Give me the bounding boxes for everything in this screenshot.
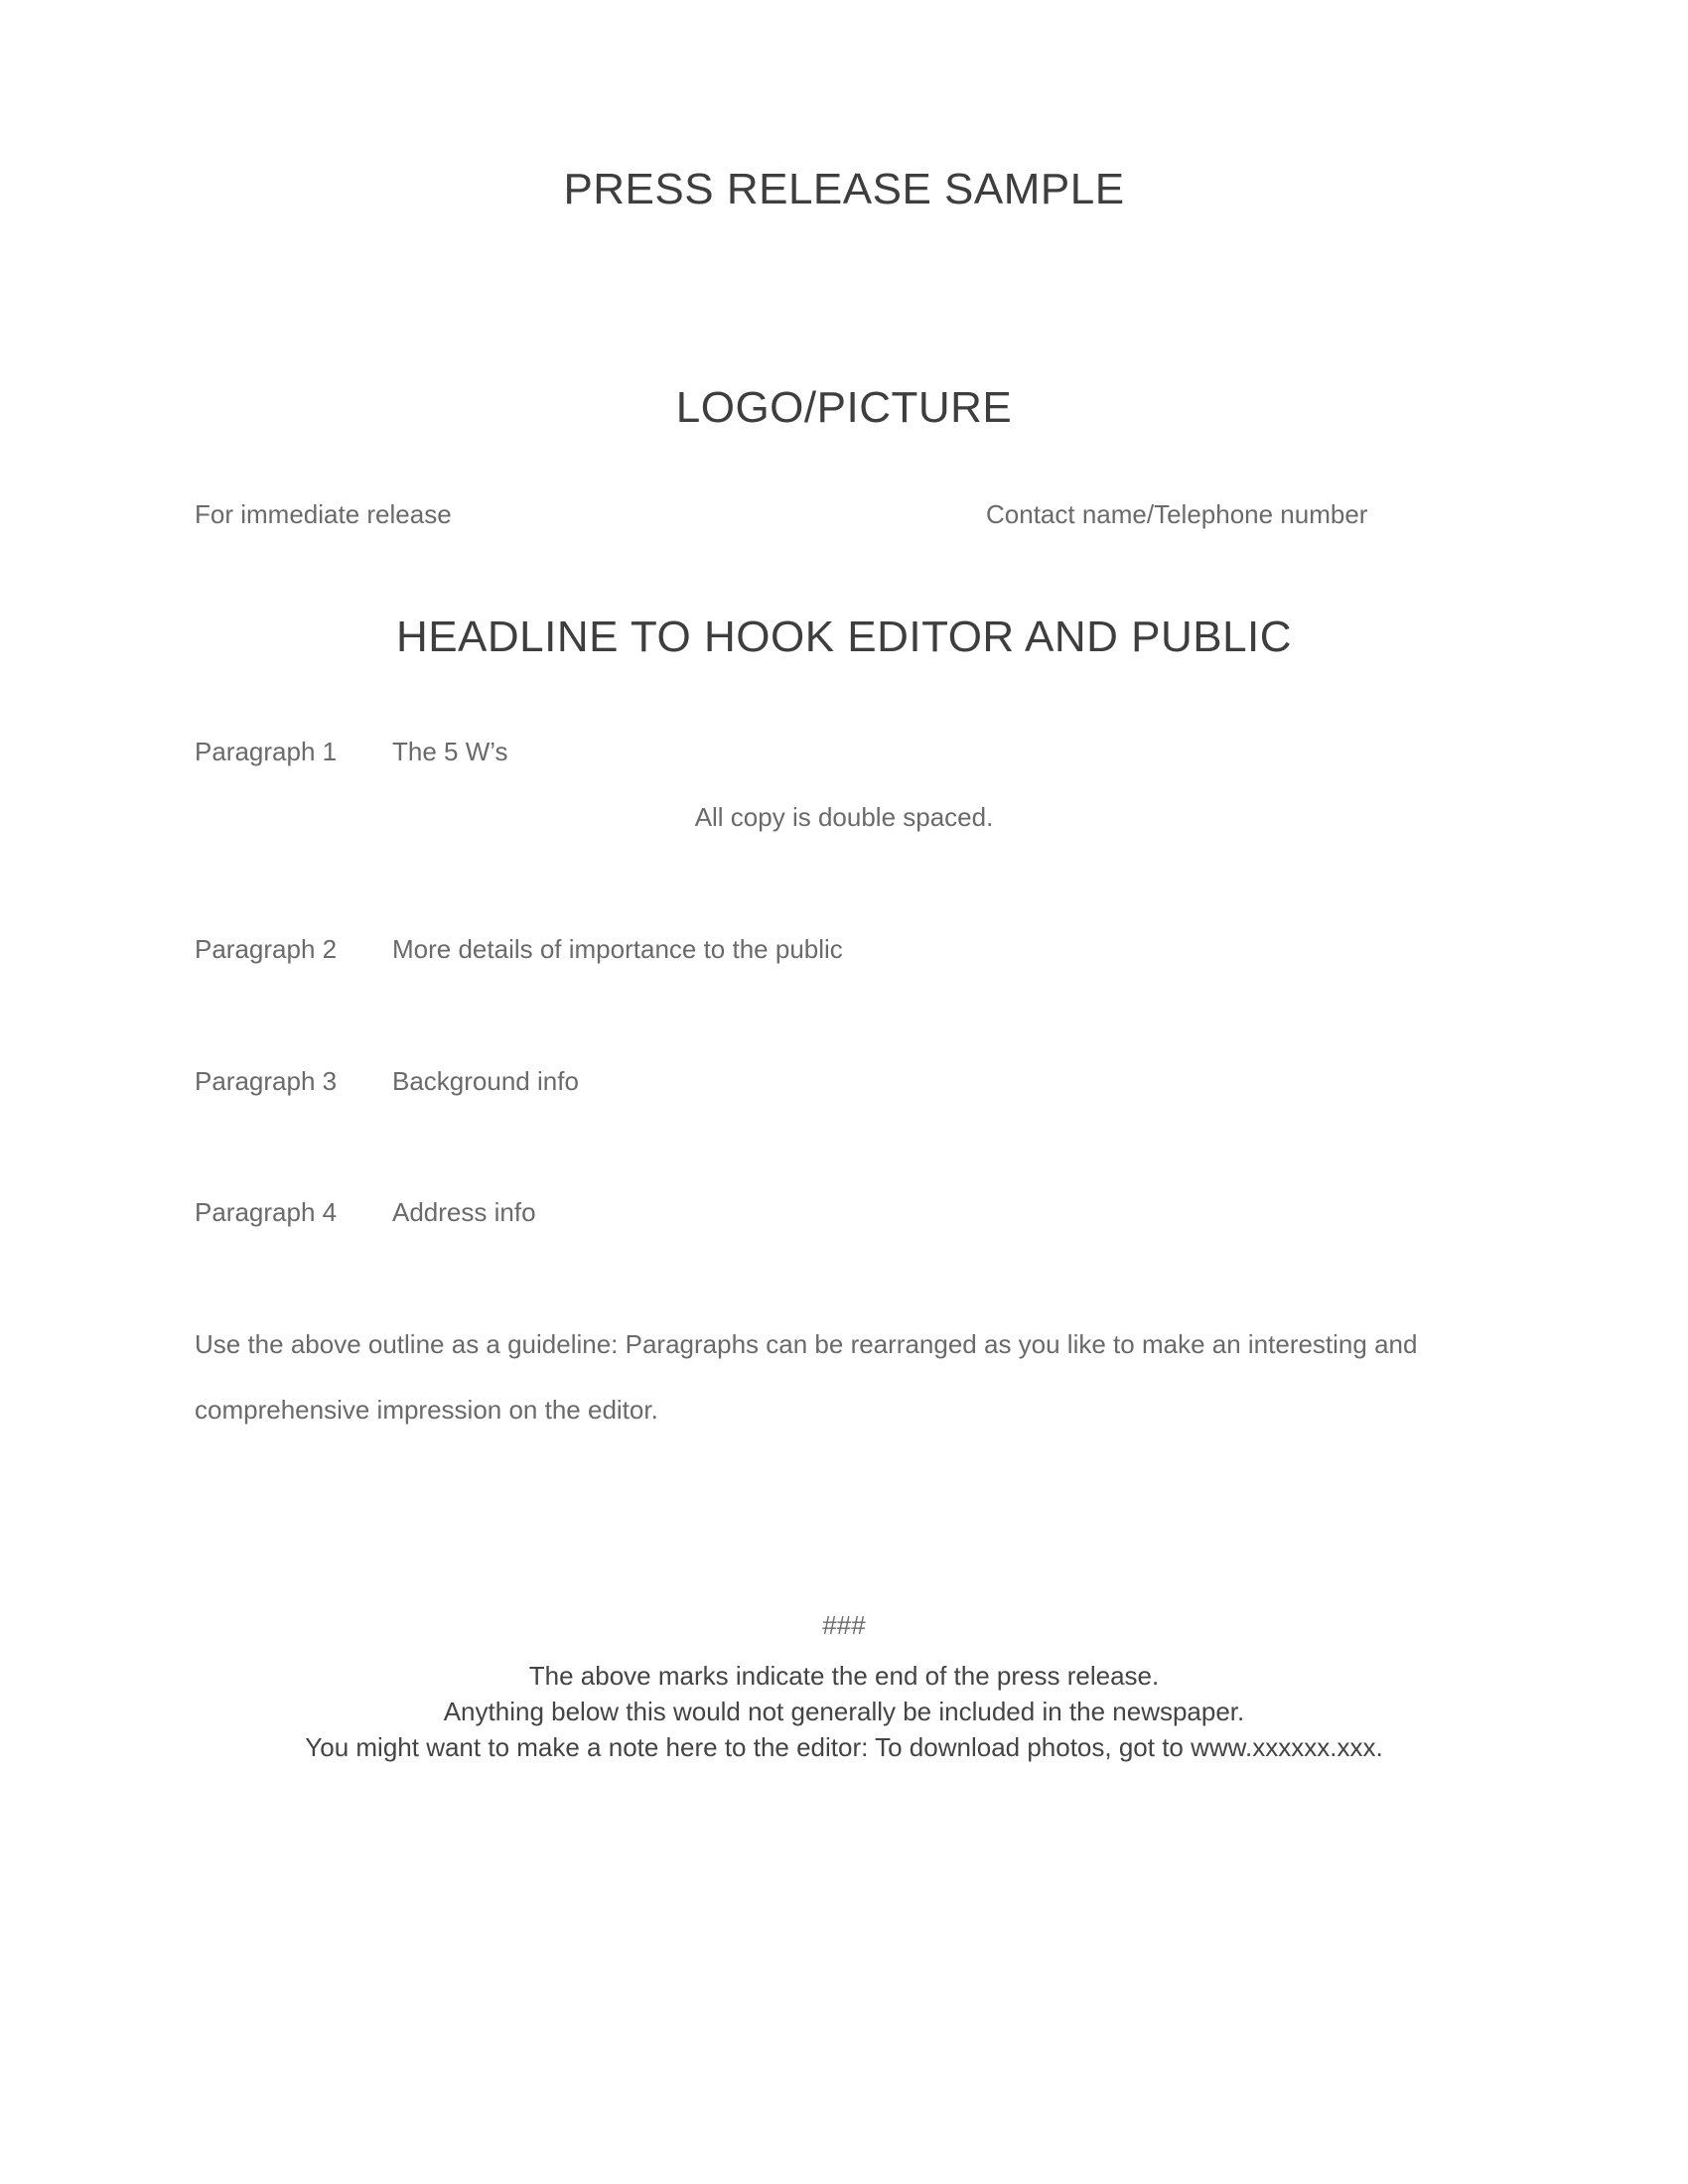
paragraph-4-text: Address info <box>392 1197 536 1227</box>
paragraph-2-text: More details of importance to the public <box>392 934 843 964</box>
logo-placeholder: LOGO/PICTURE <box>675 383 1013 432</box>
document-title: PRESS RELEASE SAMPLE <box>563 165 1125 213</box>
end-marks: ### <box>822 1610 866 1640</box>
guideline-line-2: comprehensive impression on the editor. <box>195 1395 658 1425</box>
paragraph-4-label: Paragraph 4 <box>195 1197 338 1227</box>
paragraph-2-label: Paragraph 2 <box>195 934 338 964</box>
footer-line-3: You might want to make a note here to the editor: To download photos, got to www.xxxxxx.xxx. <box>305 1732 1383 1762</box>
contact-label: Contact name/Telephone number <box>986 499 1368 529</box>
spacing-note: All copy is double spaced. <box>694 802 994 832</box>
footer-line-2: Anything below this would not generally be included in the newspaper. <box>443 1697 1245 1726</box>
paragraph-1-label: Paragraph 1 <box>195 737 338 766</box>
release-label: For immediate release <box>195 499 452 529</box>
paragraph-3-label: Paragraph 3 <box>195 1066 338 1096</box>
guideline-line-1: Use the above outline as a guideline: Paragraphs can be rearranged as you like to make an interesting and <box>195 1329 1418 1359</box>
headline: HEADLINE TO HOOK EDITOR AND PUBLIC <box>395 613 1293 661</box>
footer-line-1: The above marks indicate the end of the press release. <box>528 1661 1160 1691</box>
paragraph-3-text: Background info <box>392 1066 579 1096</box>
paragraph-1-text: The 5 W’s <box>392 737 508 766</box>
